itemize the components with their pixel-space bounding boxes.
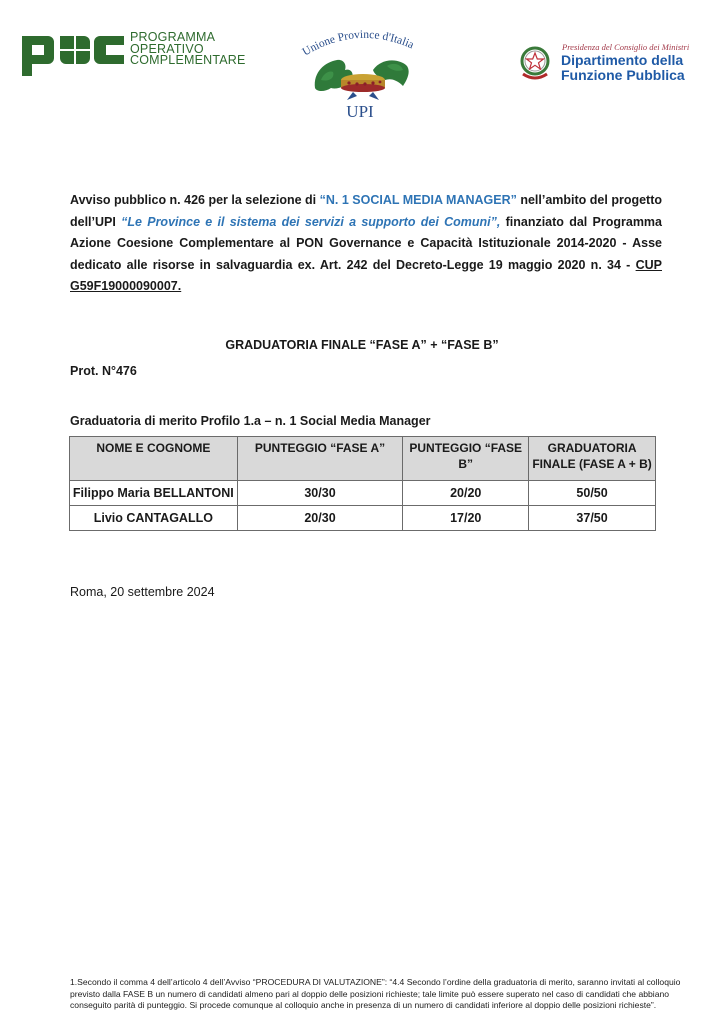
cell-score-a: 30/30 <box>237 481 403 506</box>
poc-logo <box>20 30 250 80</box>
upi-logo <box>295 22 425 127</box>
intro-part-2: nell’ambito del progetto dell’UPI <box>70 193 663 229</box>
poc-line-3: COMPLEMENTARE <box>130 53 246 67</box>
poc-line-2: OPERATIVO <box>130 41 204 56</box>
dfp-name-line-1: Dipartimento della <box>561 52 684 68</box>
ranking-subheading: Graduatoria di merito Profilo 1.a – n. 1 Social Media Manager <box>70 414 431 428</box>
cell-name: Livio CANTAGALLO <box>70 506 238 531</box>
table-row <box>70 481 656 506</box>
dfp-department-name <box>561 53 685 82</box>
poc-logo-mark-icon <box>20 30 126 78</box>
header-score-a: PUNTEGGIO “FASE A” <box>237 437 403 481</box>
svg-text:Unione Province d'Italia: Unione Province d'Italia <box>300 28 416 59</box>
footnote: 1.Secondo il comma 4 dell’articolo 4 dell’Avviso “PROCEDURA DI VALUTAZIONE”: “4.4 Secondo l’ordine della graduatoria di merito, saranno invitati al colloquio previsto dalla FASE B un numero di candidati almeno pari al doppio delle posizioni richieste; tale limite può essere superato nel caso di candidati che abbiano conseguito parità di punteggio. Si procede comunque al colloquio anche in presenza di un numero di candidati inferiore al doppio delle posizioni richieste”. <box>70 977 681 1010</box>
header-score-b: PUNTEGGIO “FASE B” <box>403 437 529 481</box>
poc-logo-text <box>130 32 246 67</box>
upi-crown-laurel-icon <box>307 50 417 100</box>
dfp-logo <box>515 40 695 90</box>
cell-score-b: 20/20 <box>403 481 529 506</box>
intro-part-1: Avviso pubblico n. 426 per la selezione di <box>70 193 320 207</box>
intro-paragraph <box>70 190 662 298</box>
cell-final: 37/50 <box>529 506 656 531</box>
date-place: Roma, 20 settembre 2024 <box>70 585 215 599</box>
intro-part-3: finanziato dal Programma Azione Coesione Complementare al PON Governance e Capacità Istituzionale 2014-2020 - Asse dedicato alle risorse in salvaguardia ex. Art. 242 del Decreto-Legge 19 maggio 2020 n. 34 - <box>70 214 663 272</box>
protocol-number: Prot. N°476 <box>70 364 137 378</box>
intro-project: “Le Province e il sistema dei servizi a supporto dei Comuni”, <box>121 214 501 229</box>
page-title: GRADUATORIA FINALE “FASE A” + “FASE B” <box>225 338 499 352</box>
cell-final: 50/50 <box>529 481 656 506</box>
cell-name: Filippo Maria BELLANTONI <box>70 481 238 506</box>
cell-score-a: 20/30 <box>237 506 403 531</box>
header-name: NOME E COGNOME <box>70 437 238 481</box>
intro-role: “N. 1 SOCIAL MEDIA MANAGER” <box>319 193 517 207</box>
poc-line-1: PROGRAMMA <box>130 30 216 44</box>
table-row <box>70 506 656 531</box>
cell-score-b: 17/20 <box>403 506 529 531</box>
ranking-table <box>69 436 656 531</box>
upi-acronym: UPI <box>346 102 374 121</box>
italian-republic-emblem-icon <box>515 42 555 82</box>
dfp-presidency: Presidenza del Consiglio dei Ministri <box>562 42 690 52</box>
dfp-name-line-2: Funzione Pubblica <box>561 66 685 83</box>
table-header-row <box>70 437 656 481</box>
header-final: GRADUATORIA FINALE (FASE A + B) <box>529 437 656 481</box>
intro-cup: CUP G59F19000090007. <box>70 257 662 293</box>
